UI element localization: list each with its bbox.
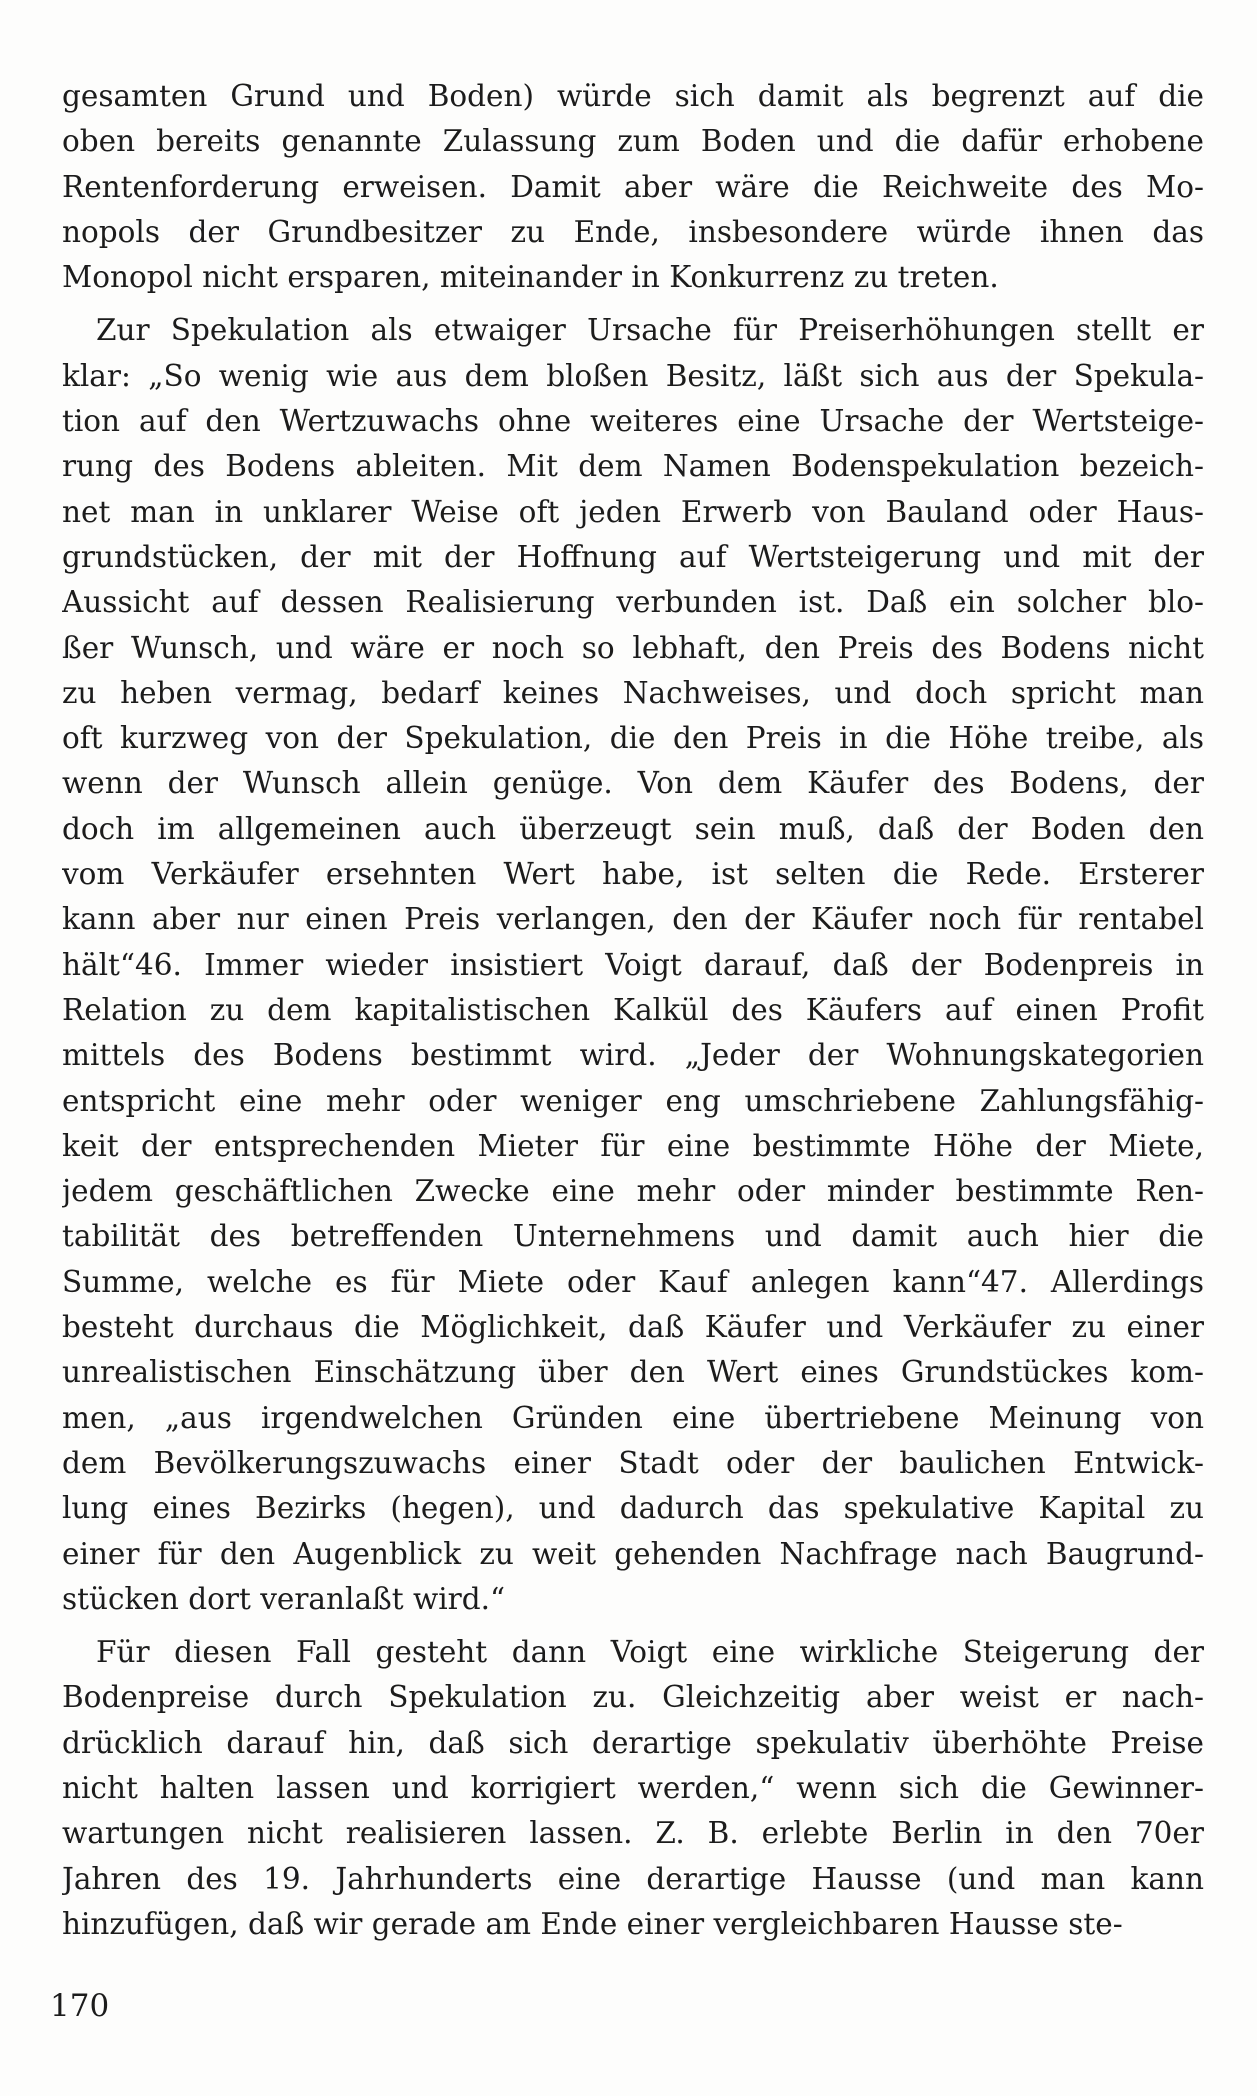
text-line: Für diesen Fall gesteht dann Voigt eine wirkliche Steigerung der xyxy=(96,1635,1204,1670)
text-line: wartungen nicht realisieren lassen. Z. B. erlebte Berlin in den 70er xyxy=(62,1816,1204,1851)
text-line: einer für den Augenblick zu weit gehenden Nachfrage nach Baugrund- xyxy=(62,1536,1204,1571)
text-line: oben bereits genannte Zulassung zum Boden und die dafür erhobene xyxy=(62,124,1204,159)
text-line: klar: „So wenig wie aus dem bloßen Besitz, läßt sich aus der Spekula- xyxy=(62,358,1204,393)
text-line: stücken dort veranlaßt wird.“ xyxy=(62,1581,506,1616)
text-line: jedem geschäftlichen Zwecke eine mehr oder minder bestimmte Ren- xyxy=(62,1174,1204,1209)
text-line: keit der entsprechenden Mieter für eine bestimmte Höhe der Miete, xyxy=(62,1128,1204,1163)
text-line: Zur Spekulation als etwaiger Ursache für Preiserhöhungen stellt er xyxy=(96,313,1204,348)
paragraph xyxy=(62,1630,1204,1947)
text-line: tabilität des betreffenden Unternehmens und damit auch hier die xyxy=(62,1219,1204,1254)
paragraph xyxy=(62,308,1204,1622)
text-line: wenn der Wunsch allein genüge. Von dem Käufer des Bodens, der xyxy=(62,766,1204,801)
text-line: oft kurzweg von der Spekulation, die den Preis in die Höhe treibe, als xyxy=(62,721,1204,756)
text-line: Bodenpreise durch Spekulation zu. Gleichzeitig aber weist er nach- xyxy=(62,1680,1204,1715)
page-number: 170 xyxy=(50,1988,110,2024)
text-line: vom Verkäufer ersehnten Wert habe, ist selten die Rede. Ersterer xyxy=(62,857,1204,892)
body-text xyxy=(62,74,1204,1947)
text-line: nopols der Grundbesitzer zu Ende, insbesondere würde ihnen das xyxy=(62,214,1204,249)
text-line: Rentenforderung erweisen. Damit aber wäre die Reichweite des Mo- xyxy=(62,169,1204,204)
text-line: rung des Bodens ableiten. Mit dem Namen Bodenspekulation bezeich- xyxy=(62,449,1204,484)
text-line: ßer Wunsch, und wäre er noch so lebhaft, den Preis des Bodens nicht xyxy=(62,630,1204,665)
text-line: Monopol nicht ersparen, miteinander in Konkurrenz zu treten. xyxy=(62,260,999,295)
text-line: drücklich darauf hin, daß sich derartige spekulativ überhöhte Preise xyxy=(62,1725,1204,1760)
paragraph-gap xyxy=(62,300,1204,308)
text-line: grundstücken, der mit der Hoffnung auf Wertsteigerung und mit der xyxy=(62,539,1204,574)
text-line: unrealistischen Einschätzung über den Wert eines Grundstückes kom- xyxy=(62,1355,1204,1390)
text-line: Summe, welche es für Miete oder Kauf anlegen kann“47. Allerdings xyxy=(62,1264,1204,1299)
paragraph xyxy=(62,74,1204,300)
text-line: entspricht eine mehr oder weniger eng umschriebene Zahlungsfähig- xyxy=(62,1083,1204,1118)
text-line: tion auf den Wertzuwachs ohne weiteres eine Ursache der Wertsteige- xyxy=(62,404,1204,439)
text-line: doch im allgemeinen auch überzeugt sein muß, daß der Boden den xyxy=(62,811,1204,846)
text-line: nicht halten lassen und korrigiert werden,“ wenn sich die Gewinner- xyxy=(62,1770,1204,1805)
text-line: Aussicht auf dessen Realisierung verbunden ist. Daß ein solcher blo- xyxy=(62,585,1204,620)
text-line: Relation zu dem kapitalistischen Kalkül des Käufers auf einen Profit xyxy=(62,992,1204,1027)
text-line: lung eines Bezirks (hegen), und dadurch das spekulative Kapital zu xyxy=(62,1491,1204,1526)
paragraph-gap xyxy=(62,1622,1204,1630)
text-line: zu heben vermag, bedarf keines Nachweises, und doch spricht man xyxy=(62,675,1204,710)
text-line: hinzufügen, daß wir gerade am Ende einer vergleichbaren Hausse ste- xyxy=(62,1906,1123,1941)
text-line: mittels des Bodens bestimmt wird. „Jeder der Wohnungskategorien xyxy=(62,1038,1204,1073)
text-line: men, „aus irgendwelchen Gründen eine übertriebene Meinung von xyxy=(62,1400,1204,1435)
text-line: kann aber nur einen Preis verlangen, den der Käufer noch für rentabel xyxy=(62,902,1204,937)
text-line: dem Bevölkerungszuwachs einer Stadt oder der baulichen Entwick- xyxy=(62,1445,1204,1480)
text-line: gesamten Grund und Boden) würde sich damit als begrenzt auf die xyxy=(62,79,1204,113)
text-line: net man in unklarer Weise oft jeden Erwerb von Bauland oder Haus- xyxy=(62,494,1204,529)
text-line: besteht durchaus die Möglichkeit, daß Käufer und Verkäufer zu einer xyxy=(62,1310,1204,1345)
text-line: hält“46. Immer wieder insistiert Voigt darauf, daß der Bodenpreis in xyxy=(62,947,1204,982)
text-line: Jahren des 19. Jahrhunderts eine derartige Hausse (und man kann xyxy=(62,1861,1204,1896)
